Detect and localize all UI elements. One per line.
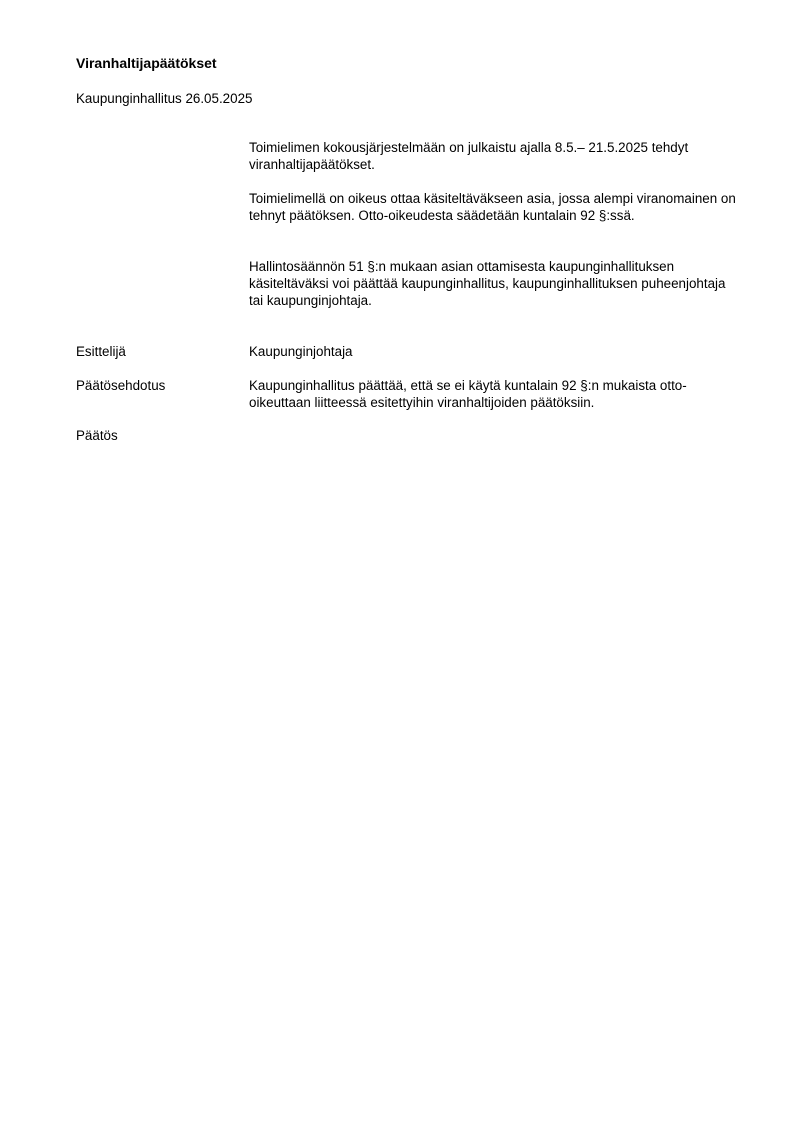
meeting-info: Kaupunginhallitus 26.05.2025 <box>76 91 253 106</box>
decision-label: Päätös <box>76 428 118 443</box>
body-paragraph-1: Toimielimen kokousjärjestelmään on julkaistu ajalla 8.5.– 21.5.2025 tehdyt viranhaltijapäätökset. <box>249 140 689 172</box>
presenter-value: Kaupunginjohtaja <box>249 344 353 359</box>
proposal-value: Kaupunginhallitus päättää, että se ei käytä kuntalain 92 §:n mukaista otto-oikeuttaan liitteessä esitettyihin viranhaltijoiden päätöksiin. <box>249 378 687 410</box>
body-paragraph-3: Hallintosäännön 51 §:n mukaan asian ottamisesta kaupunginhallituksen käsiteltäväksi voi päättää kaupunginhallitus, kaupunginhallituksen puheenjohtaja tai kaupunginjohtaja. <box>249 259 726 308</box>
document-title: Viranhaltijapäätökset <box>76 55 217 71</box>
presenter-label: Esittelijä <box>76 344 126 359</box>
proposal-label: Päätösehdotus <box>76 378 166 393</box>
body-paragraph-2: Toimielimellä on oikeus ottaa käsiteltäväkseen asia, jossa alempi viranomainen on tehnyt päätöksen. Otto-oikeudesta säädetään kuntalain 92 §:ssä. <box>249 191 736 223</box>
